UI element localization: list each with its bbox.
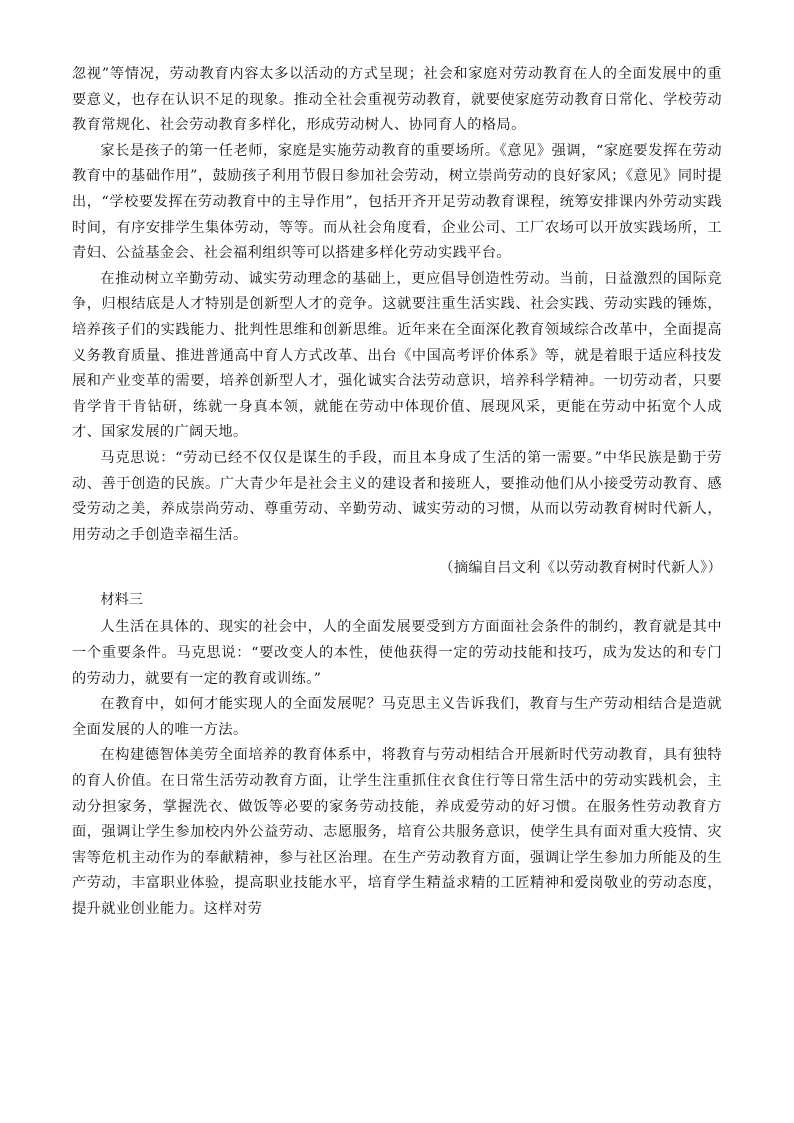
paragraph: 在推动树立辛勤劳动、诚实劳动理念的基础上，更应倡导创造性劳动。当前，日益激烈的国际竞争，归根结底是人才特别是创新型人才的竞争。这就要注重生活实践、社会实践、劳动实践的锤炼，培养孩子们的实践能力、批判性思维和创新思维。近年来在全面深化教育领域综合改革中，全面提高义务教育质量、推进普通高中育人方式改革、出台《中国高考评价体系》等，就是着眼于适应科技发展和产业变革的需要，培养创新型人才，强化诚实合法劳动意识，培养科学精神。一切劳动者，只要肯学肯干肯钻研，练就一身真本领，就能在劳动中体现价值、展现风采，更能在劳动中拓宽个人成才、国家发展的广阔天地。 (72, 270, 722, 441)
section-label: 材料三 (100, 591, 143, 608)
source-citation: （摘编自吕文利《以劳动教育树时代新人》） (439, 560, 722, 577)
paragraph: 忽视”等情况，劳动教育内容太多以活动的方式呈现；社会和家庭对劳动教育在人的全面发展中的重要意义，也存在认识不足的现象。推动全社会重视劳动教育，就要使家庭劳动教育日常化、学校劳动教育常规化、社会劳动教育多样化，形成劳动树人、协同育人的格局。 (72, 66, 722, 134)
paragraph: 马克思说：“劳动已经不仅仅是谋生的手段，而且本身成了生活的第一需要。”中华民族是勤于劳动、善于创造的民族。广大青少年是社会主义的建设者和接班人，要推动他们从小接受劳动教育、感受劳动之美，养成崇尚劳动、尊重劳动、辛勤劳动、诚实劳动的习惯，从而以劳动教育树时代新人，用劳动之手创造幸福生活。 (72, 449, 722, 543)
document-page (72, 62, 722, 923)
paragraph: 人生活在具体的、现实的社会中，人的全面发展要受到方方面面社会条件的制约，教育就是其中一个重要条件。马克思说：“要改变人的本性，使他获得一定的劳动技能和技巧，成为发达的和专门的劳动力，就要有一定的教育或训练。” (72, 619, 722, 687)
paragraph: 在教育中，如何才能实现人的全面发展呢？马克思主义告诉我们，教育与生产劳动相结合是造就全面发展的人的唯一方法。 (72, 696, 722, 738)
article-body-part2 (72, 615, 722, 922)
article-body-part1 (72, 62, 722, 548)
paragraph: 家长是孩子的第一任老师，家庭是实施劳动教育的重要场所。《意见》强调，“家庭要发挥在劳动教育中的基础作用”，鼓励孩子利用节假日参加社会劳动，树立崇尚劳动的良好家风；《意见》同时提出，“学校要发挥在劳动教育中的主导作用”，包括开齐开足劳动教育课程，统筹安排课内外劳动实践时间，有序安排学生集体劳动，等等。而从社会角度看，企业公司、工厂农场可以开放实践场所，工青妇、公益基金会、社会福利组织等可以搭建多样化劳动实践平台。 (72, 142, 722, 262)
paragraph: 在构建德智体美劳全面培养的教育体系中，将教育与劳动相结合开展新时代劳动教育，具有独特的育人价值。在日常生活劳动教育方面，让学生注重抓住衣食住行等日常生活中的劳动实践机会，主动分担家务，掌握洗衣、做饭等必要的家务劳动技能，养成爱劳动的好习惯。在服务性劳动教育方面，强调让学生参加校内外公益劳动、志愿服务，培育公共服务意识，使学生具有面对重大疫情、灾害等危机主动作为的奉献精神，参与社区治理。在生产劳动教育方面，强调让学生参加力所能及的生产劳动，丰富职业体验，提高职业技能水平，培育学生精益求精的工匠精神和爱岗敬业的劳动态度，提升就业创业能力。这样对劳 (72, 747, 722, 917)
